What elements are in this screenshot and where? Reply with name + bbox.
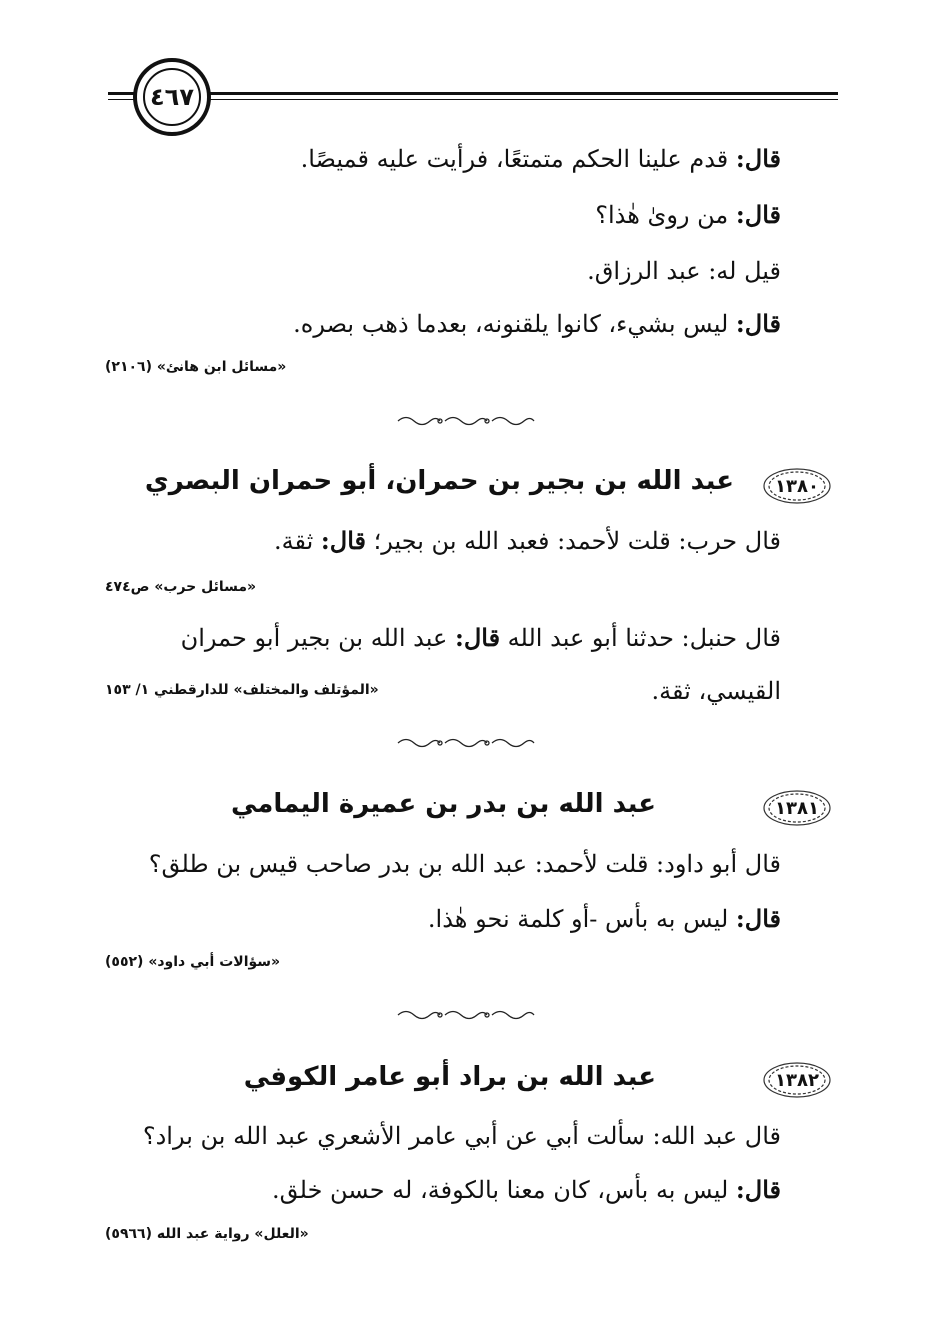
ornament-divider-icon [393, 736, 543, 750]
source-citation: «سؤالات أبي داود» (٥٥٢) [105, 954, 281, 970]
text-line [293, 308, 781, 340]
source-citation: «المؤتلف والمختلف» للدارقطني ١/ ١٥٣ [105, 682, 379, 698]
page-number: ٤٦٧ [143, 68, 201, 126]
entry-number-badge [762, 466, 832, 506]
ornament-divider-icon [393, 414, 543, 428]
entry-number: ١٣٨٢ [775, 1069, 819, 1091]
keyword: قال: [454, 623, 501, 652]
line-text: من روىٰ هٰذا؟ [595, 201, 736, 229]
keyword: قال: [735, 144, 781, 173]
text-line [272, 1174, 781, 1206]
entry-title: عبد الله بن بجير بن حمران، أبو حمران البصري [144, 466, 734, 496]
text-line [274, 525, 781, 557]
keyword: قال: [735, 1175, 781, 1204]
text-line [301, 143, 781, 175]
text-line: قال أبو داود: قلت لأحمد: عبد الله بن بدر صاحب قيس بن طلق؟ [148, 850, 781, 878]
text-line [595, 199, 781, 231]
keyword: قال: [735, 904, 781, 933]
entry-number: ١٣٨١ [775, 797, 819, 819]
source-citation: «العلل» رواية عبد الله (٥٩٦٦) [105, 1226, 309, 1242]
header-rule-thick [108, 92, 838, 95]
line-text: ليس به بأس، كان معنا بالكوفة، له حسن خلق. [271, 1176, 736, 1204]
text-line [428, 903, 781, 935]
line-text: قيل له: عبد الرزاق. [587, 257, 781, 285]
line-text: قدم علينا الحكم متمتعًا، فرأيت عليه قميصًا. [300, 145, 736, 173]
source-citation: «مسائل حرب» ص٤٧٤ [105, 579, 257, 595]
text-line [587, 255, 781, 287]
keyword: قال: [735, 309, 781, 338]
keyword: قال: [735, 200, 781, 229]
line-text: ليس بشيء، كانوا يلقنونه، بعدما ذهب بصره. [293, 310, 736, 338]
source-citation: «مسائل ابن هانئ» (٢١٠٦) [105, 359, 287, 375]
line-text: عبد الله بن بجير أبو حمران [180, 624, 455, 652]
text-line: قال عبد الله: سألت أبي عن أبي عامر الأشعري عبد الله بن براد؟ [142, 1122, 781, 1150]
entry-title: عبد الله بن بدر بن عميرة اليمامي [230, 789, 656, 819]
entry-title: عبد الله بن براد أبو عامر الكوفي [243, 1062, 656, 1092]
entry-number-badge [762, 1060, 832, 1100]
line-text: قال حنبل: حدثنا أبو عبد الله [500, 624, 781, 652]
entry-number: ١٣٨٠ [775, 475, 819, 497]
line-text: ليس به بأس -أو كلمة نحو هٰذا. [427, 905, 736, 933]
text-line: القيسي، ثقة. [651, 677, 781, 705]
line-text: قال حرب: قلت لأحمد: فعبد الله بن بجير؛ [366, 527, 781, 555]
entry-number-badge [762, 788, 832, 828]
text-line [181, 622, 781, 654]
line-text: ثقة. [273, 527, 321, 555]
keyword: قال: [320, 526, 366, 555]
ornament-divider-icon [393, 1008, 543, 1022]
header-rule-thin [108, 99, 838, 100]
page-number-badge [133, 58, 211, 136]
